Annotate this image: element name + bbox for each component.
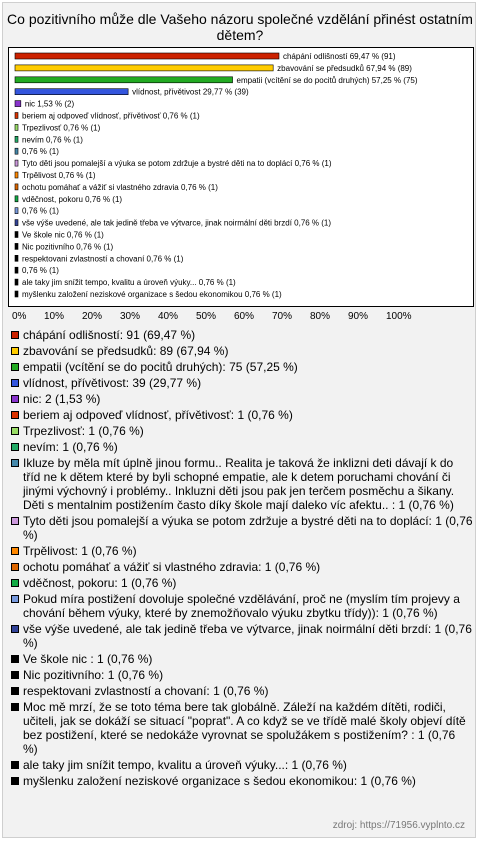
legend-label: Nic pozitivního: 1 (0,76 %) xyxy=(23,668,164,682)
legend-label: Moc mě mrzí, že se toto téma bere tak globálně. Záleží na každém dítěti, rodiči, učiteli, jak se dokáží se situací "poprat". A co když se ve třídě malé školy objeví dítě bez postižení, které se nedokáže vyrovnat se spolužákem s postižením? : 1 (0,76 %) xyxy=(23,700,466,756)
bar-6 xyxy=(15,124,18,130)
plot-area xyxy=(8,47,474,307)
legend-swatch xyxy=(11,655,19,663)
chart-frame xyxy=(2,2,476,838)
bar-3 xyxy=(15,89,128,95)
bar-label-12: vděčnost, pokoru 0,76 % (1) xyxy=(22,194,123,204)
legend-label: chápání odlišností: 91 (69,47 %) xyxy=(23,328,196,342)
legend-label: ale taky jim snížit tempo, kvalitu a úroveň výuky...: 1 (0,76 %) xyxy=(23,758,347,772)
legend-swatch xyxy=(11,331,19,339)
legend-swatch xyxy=(11,411,19,419)
x-tick-label: 60% xyxy=(234,311,255,322)
x-tick-label: 10% xyxy=(44,311,65,322)
legend-swatch xyxy=(11,761,19,769)
bar-label-2: empatii (vcítění se do pocitů druhých) 57,25 % (75) xyxy=(236,75,418,85)
bar-9 xyxy=(15,160,18,166)
legend-item xyxy=(11,424,473,438)
legend-label: vděčnost, pokoru: 1 (0,76 %) xyxy=(23,576,177,590)
legend-swatch xyxy=(11,517,19,525)
bar-10 xyxy=(15,172,18,178)
legend-label: ochotu pomáhať a vážiť si vlastného zdravia: 1 (0,76 %) xyxy=(23,560,321,574)
legend-item xyxy=(11,456,473,512)
bar-16 xyxy=(15,243,18,249)
bar-5 xyxy=(15,113,18,119)
legend-swatch xyxy=(11,459,19,467)
x-axis xyxy=(3,311,477,325)
bar-label-7: nevím 0,76 % (1) xyxy=(22,135,83,145)
bar-18 xyxy=(15,267,18,273)
legend-item xyxy=(11,344,473,358)
legend-item xyxy=(11,376,473,390)
bar-label-10: Trpělivost 0,76 % (1) xyxy=(22,171,96,180)
bar-8 xyxy=(15,148,18,154)
bar-13 xyxy=(15,208,18,214)
legend-item xyxy=(11,392,473,406)
legend-swatch xyxy=(11,547,19,555)
legend-item xyxy=(11,592,473,620)
legend-item xyxy=(11,560,473,574)
x-tick-label: 90% xyxy=(348,311,369,322)
source-note: zdroj: https://71956.vyplnto.cz xyxy=(332,820,465,831)
legend-item xyxy=(11,544,473,558)
bar-17 xyxy=(15,255,18,261)
legend-label: nic: 2 (1,53 %) xyxy=(23,392,101,406)
legend-item xyxy=(11,668,473,682)
x-tick-label: 20% xyxy=(82,311,103,322)
legend-label: nevím: 1 (0,76 %) xyxy=(23,440,118,454)
legend-swatch xyxy=(11,687,19,695)
legend xyxy=(11,328,473,790)
x-tick-label: 0% xyxy=(12,311,27,322)
x-tick-label: 70% xyxy=(272,311,293,322)
legend-item xyxy=(11,408,473,422)
legend-label: Tyto děti jsou pomalejší a výuka se potom zdržuje a bystré děti na to doplácí: 1 (0,76 %) xyxy=(23,514,473,542)
legend-swatch xyxy=(11,379,19,387)
bar-label-17: respektovani zvlastností a chovaní 0,76 % (1) xyxy=(22,254,184,264)
legend-item xyxy=(11,360,473,374)
bar-label-5: beriem aj odpoveď vlídnosť, přívětivosť 0,76 % (1) xyxy=(22,111,200,121)
bar-label-14: vše výše uvedené, ale tak jedině třeba ve výtvarce, jinak noirmální děti brzdí 0,76 % (1) xyxy=(22,218,332,228)
legend-item xyxy=(11,328,473,342)
legend-item xyxy=(11,576,473,590)
legend-item xyxy=(11,774,473,788)
legend-label: Trpezlivosť: 1 (0,76 %) xyxy=(23,424,144,438)
bar-11 xyxy=(15,184,18,190)
legend-label: Pokud míra postižení dovoluje společné vzdělávání, proč ne (myslím tím projevy a chování během výuky, které by znemožňovalo výuku zbytku třídy)): 1 (0,76 %) xyxy=(23,592,460,620)
bar-label-20: myšlenku založení neziskové organizace s šedou ekonomikou 0,76 % (1) xyxy=(22,290,282,299)
legend-item xyxy=(11,652,473,666)
legend-swatch xyxy=(11,595,19,603)
bar-1 xyxy=(15,65,273,71)
legend-swatch xyxy=(11,363,19,371)
legend-label: myšlenku založení neziskové organizace s šedou ekonomikou: 1 (0,76 %) xyxy=(23,774,416,788)
chart-title: Co pozitivního může dle Vašeho názoru společné vzdělání přinést ostatním dětem? xyxy=(7,11,473,43)
bar-label-1: zbavování se předsudků 67,94 % (89) xyxy=(277,63,412,73)
legend-swatch xyxy=(11,347,19,355)
bar-4 xyxy=(15,101,21,107)
bar-label-15: Ve škole nic 0,76 % (1) xyxy=(22,230,104,240)
legend-item xyxy=(11,758,473,772)
bar-label-13: 0,76 % (1) xyxy=(22,206,59,216)
x-tick-label: 40% xyxy=(158,311,179,322)
bar-label-3: vlídnost, přívětivost 29,77 % (39) xyxy=(132,87,249,97)
legend-swatch xyxy=(11,703,19,711)
legend-label: vše výše uvedené, ale tak jedině třeba ve výtvarce, jinak noirmální děti brzdí: 1 (0,76 %) xyxy=(23,622,472,650)
bar-0 xyxy=(15,53,279,59)
bar-label-18: 0,76 % (1) xyxy=(22,266,59,276)
bar-12 xyxy=(15,196,18,202)
bar-label-8: 0,76 % (1) xyxy=(22,147,59,157)
x-tick-label: 50% xyxy=(196,311,217,322)
bar-label-0: chápání odlišností 69,47 % (91) xyxy=(282,52,396,61)
legend-label: beriem aj odpoveď vlídnosť, přívětivosť: 1 (0,76 %) xyxy=(23,408,293,422)
legend-label: Ve škole nic : 1 (0,76 %) xyxy=(23,652,153,666)
bar-label-16: Nic pozitivního 0,76 % (1) xyxy=(22,242,114,252)
legend-item xyxy=(11,514,473,542)
bar-label-4: nic 1,53 % (2) xyxy=(24,99,75,109)
legend-item xyxy=(11,440,473,454)
x-tick-label: 80% xyxy=(310,311,331,322)
legend-label: zbavování se předsudků: 89 (67,94 %) xyxy=(23,344,229,358)
legend-label: Trpělivost: 1 (0,76 %) xyxy=(23,544,137,558)
bar-label-9: Tyto děti jsou pomalejší a výuka se potom zdržuje a bystré děti na to doplácí 0,76 % (1) xyxy=(22,159,332,169)
bar-label-19: ale taky jim snížit tempo, kvalitu a úroveň výuky... 0,76 % (1) xyxy=(22,278,236,288)
legend-swatch xyxy=(11,443,19,451)
legend-item xyxy=(11,700,473,756)
legend-swatch xyxy=(11,395,19,403)
bar-19 xyxy=(15,279,18,285)
legend-swatch xyxy=(11,563,19,571)
bar-label-11: ochotu pomáhať a vážiť si vlastného zdravia 0,76 % (1) xyxy=(22,182,218,192)
bar-label-6: Trpezlivosť 0,76 % (1) xyxy=(22,123,101,133)
bar-15 xyxy=(15,232,18,238)
legend-swatch xyxy=(11,579,19,587)
legend-item xyxy=(11,684,473,698)
legend-swatch xyxy=(11,427,19,435)
bar-14 xyxy=(15,220,18,226)
bar-2 xyxy=(15,77,233,83)
legend-label: vlídnost, přívětivost: 39 (29,77 %) xyxy=(23,376,202,390)
legend-swatch xyxy=(11,671,19,679)
bar-20 xyxy=(15,291,18,297)
legend-label: Ikluze by měla mít úplně jinou formu.. Realita je taková že inklizni deti dávají k do tříd ne k dětem které by byli schopné empatie, ale k detem poruchami chování či jinými výchovný i problémy.. Inkluzni děti jsou pak jen terčem posměchu a šikany. Děti s mentalnim postižením často díky škole mají daleko víc afektu.. : 1 (0,76 %) xyxy=(23,456,455,512)
legend-label: empatii (vcítění se do pocitů druhých): 75 (57,25 %) xyxy=(23,360,298,374)
x-tick-label: 30% xyxy=(120,311,141,322)
legend-swatch xyxy=(11,625,19,633)
x-tick-label: 100% xyxy=(386,311,412,322)
legend-item xyxy=(11,622,473,650)
legend-label: respektovani zvlastností a chovaní: 1 (0,76 %) xyxy=(23,684,269,698)
bar-chart-svg xyxy=(9,48,473,306)
legend-swatch xyxy=(11,777,19,785)
bar-7 xyxy=(15,136,18,142)
